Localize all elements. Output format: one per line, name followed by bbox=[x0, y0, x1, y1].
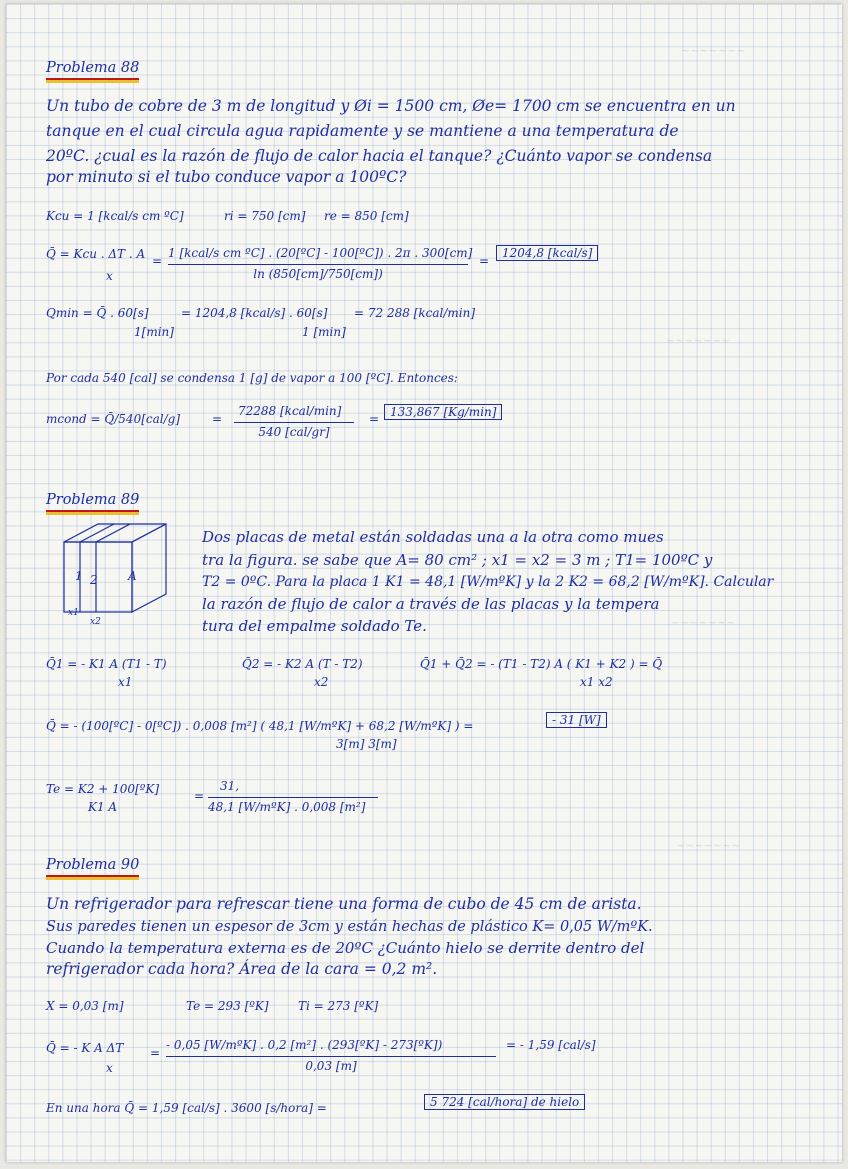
problem-89-statement-line-1: Dos placas de metal están soldadas una a la otra como mues bbox=[202, 528, 664, 546]
figure-label-area: A bbox=[128, 569, 137, 583]
q-formula-denominator: x bbox=[106, 269, 113, 283]
kcu-value: Kcu = 1 [kcal/s cm ºC] bbox=[46, 209, 184, 223]
problem-88-statement-line-1: Un tubo de cobre de 3 m de longitud y Øi = 1500 cm, Øe= 1700 cm se encuentra en un bbox=[46, 97, 736, 115]
q-result: = - 1,59 [cal/s] bbox=[506, 1038, 596, 1052]
qmin-formula: Qmin = Q̄ . 60[s] bbox=[46, 306, 149, 320]
q-calculation-denominators: 3[m] 3[m] bbox=[336, 737, 397, 751]
hourly-calculation: En una hora Q̄ = 1,59 [cal/s] . 3600 [s/hora] = bbox=[46, 1101, 327, 1115]
problem-90-statement-line-1: Un refrigerador para refrescar tiene una forma de cubo de 45 cm de arista. bbox=[46, 895, 642, 913]
q2-equation: Q̄2 = - K2 A (T - T2) bbox=[242, 657, 363, 671]
mcond-formula: mcond = Q̄/540[cal/g] bbox=[46, 412, 181, 426]
problem-89-title: Problema 89 bbox=[46, 492, 139, 512]
problem-90-statement-line-4: refrigerador cada hora? Área de la cara = 0,2 m². bbox=[46, 960, 438, 978]
equals-sign: = bbox=[212, 412, 223, 426]
problem-89-statement-line-2: tra la figura. se sabe que A= 80 cm² ; x1 = x2 = 3 m ; T1= 100ºC y bbox=[202, 551, 713, 569]
q-sum-equation: Q̄1 + Q̄2 = - (T1 - T2) A ( K1 + K2 ) = Q̄ bbox=[420, 657, 663, 671]
ti-value: Ti = 273 [ºK] bbox=[298, 999, 379, 1013]
figure-label-plate-2: 2 bbox=[90, 573, 98, 587]
figure-label-x1: x1 bbox=[68, 608, 79, 618]
te-formula-denominator: K1 A bbox=[88, 800, 118, 814]
condensation-note: Por cada 540 [cal] se condensa 1 [g] de vapor a 100 [ºC]. Entonces: bbox=[46, 371, 458, 385]
te-value: Te = 293 [ºK] bbox=[186, 999, 269, 1013]
qmin-denominator: 1[min] bbox=[134, 325, 174, 339]
bleed-through-text: ~~~~~~~ bbox=[676, 839, 741, 852]
problem-89-statement-line-5: tura del empalme soldado Te. bbox=[202, 617, 427, 635]
problem-89-statement-line-4: la razón de flujo de calor a través de las placas y la tempera bbox=[202, 595, 660, 613]
equals-sign: = bbox=[479, 254, 490, 268]
qmin-result: = 72 288 [kcal/min] bbox=[354, 306, 476, 320]
problem-88-statement-line-2: tanque en el cual circula agua rapidamente y se mantiene a una temperatura de bbox=[46, 122, 679, 140]
mcond-numerator: 72288 [kcal/min] bbox=[238, 404, 342, 418]
figure-label-x2: x2 bbox=[90, 617, 101, 627]
q1-equation: Q̄1 = - K1 A (T1 - T) bbox=[46, 657, 167, 671]
q-numerator: - 0,05 [W/mºK] . 0,2 [m²] . (293[ºK] - 273[ºK]) bbox=[166, 1038, 443, 1052]
q-formula: Q̄ = - K A ΔT bbox=[46, 1041, 124, 1055]
re-value: re = 850 [cm] bbox=[324, 209, 409, 223]
problem-90-statement-line-2: Sus paredes tienen un espesor de 3cm y están hechas de plástico K= 0,05 W/mºK. bbox=[46, 919, 653, 935]
equals-sign: = bbox=[369, 412, 380, 426]
mcond-denominator: 540 [cal/gr] bbox=[234, 422, 354, 438]
q2-denominator: x2 bbox=[314, 675, 329, 689]
te-numerator: 31, bbox=[220, 779, 240, 793]
qmin-substitution: = 1204,8 [kcal/s] . 60[s] bbox=[181, 306, 328, 320]
q-result-box: - 31 [W] bbox=[546, 712, 607, 728]
q-numerator: 1 [kcal/s cm ºC] . (20[ºC] - 100[ºC]) . 2π . 300[cm] bbox=[168, 246, 473, 260]
q-denominator: ln (850[cm]/750[cm]) bbox=[168, 264, 468, 280]
bleed-through-text: ~~~~~~~ bbox=[681, 44, 746, 57]
x-value: X = 0,03 [m] bbox=[46, 999, 124, 1013]
hourly-result-box: 5 724 [cal/hora] de hielo bbox=[424, 1094, 585, 1110]
q-result-box: 1204,8 [kcal/s] bbox=[496, 245, 598, 261]
equals-sign: = bbox=[194, 789, 205, 803]
problem-89-statement-line-3: T2 = 0ºC. Para la placa 1 K1 = 48,1 [W/mºK] y la 2 K2 = 68,2 [W/mºK]. Calcular bbox=[202, 574, 774, 590]
q1-denominator: x1 bbox=[118, 675, 133, 689]
notebook-page bbox=[6, 4, 842, 1162]
mcond-result-box: 133,867 [Kg/min] bbox=[384, 404, 502, 420]
bleed-through-text: ~~~~~~~ bbox=[666, 334, 731, 347]
problem-90-statement-line-3: Cuando la temperatura externa es de 20ºC ¿Cuánto hielo se derrite dentro del bbox=[46, 939, 645, 957]
qmin-substitution-denominator: 1 [min] bbox=[302, 325, 346, 339]
equals-sign: = bbox=[152, 254, 163, 268]
q-calculation: Q̄ = - (100[ºC] - 0[ºC]) . 0,008 [m²] ( 48,1 [W/mºK] + 68,2 [W/mºK] ) = bbox=[46, 719, 474, 733]
figure-label-plate-1: 1 bbox=[75, 569, 83, 583]
ri-value: ri = 750 [cm] bbox=[224, 209, 306, 223]
bleed-through-text: ~~~~~~~ bbox=[671, 616, 736, 629]
q-formula: Q̄ = Kcu . ΔT . A bbox=[46, 247, 146, 261]
q-formula-denominator: x bbox=[106, 1061, 113, 1075]
problem-90-title: Problema 90 bbox=[46, 857, 139, 877]
problem-88-statement-line-3: 20ºC. ¿cual es la razón de flujo de calor hacia el tanque? ¿Cuánto vapor se condensa bbox=[46, 147, 713, 165]
te-formula: Te = K2 + 100[ºK] bbox=[46, 782, 160, 796]
problem-88-statement-line-4: por minuto si el tubo conduce vapor a 100ºC? bbox=[46, 168, 407, 186]
equals-sign: = bbox=[150, 1046, 161, 1060]
q-denominator: 0,03 [m] bbox=[166, 1056, 496, 1072]
te-denominator: 48,1 [W/mºK] . 0,008 [m²] bbox=[208, 797, 378, 813]
q-sum-denominators: x1 x2 bbox=[580, 675, 613, 689]
problem-88-title: Problema 88 bbox=[46, 60, 139, 80]
